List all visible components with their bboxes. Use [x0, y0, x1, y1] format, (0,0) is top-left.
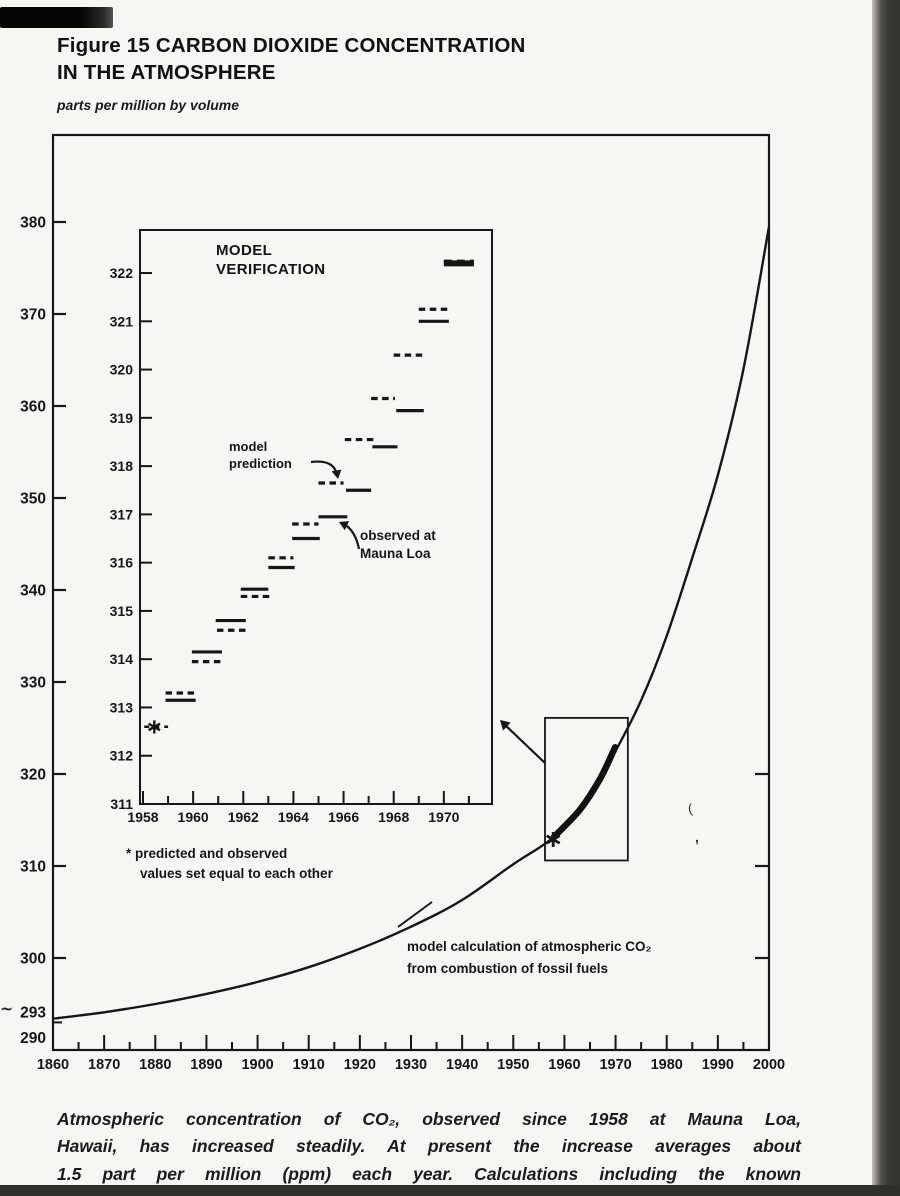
svg-text:1990: 1990: [701, 1057, 734, 1073]
model-prediction-annotation: model prediction: [229, 439, 292, 471]
caption-line1: Atmospheric concentration of CO₂, observed since 1958 at Mauna Loa,: [57, 1109, 801, 1129]
observed-mauna-loa-annotation: observed at Mauna Loa: [360, 528, 436, 561]
svg-text:316: 316: [109, 554, 133, 571]
svg-text:319: 319: [109, 409, 133, 426]
model-calc-leader-line: [398, 902, 432, 927]
svg-text:1950: 1950: [497, 1057, 530, 1073]
svg-text:315: 315: [109, 602, 133, 619]
svg-text:1970: 1970: [599, 1057, 632, 1073]
svg-text:1966: 1966: [327, 809, 360, 825]
scan-artifact-squiggle: ∼: [0, 1001, 14, 1018]
y-axis-unit-label: parts per million by volume: [57, 97, 240, 113]
svg-text:322: 322: [109, 265, 133, 282]
svg-text:1900: 1900: [241, 1057, 274, 1073]
inset-asterisk-marker: [145, 715, 163, 738]
svg-text:321: 321: [109, 313, 133, 330]
main-x-axis-ticks: [37, 1035, 785, 1073]
svg-text:340: 340: [20, 582, 46, 600]
svg-text:1968: 1968: [378, 809, 410, 825]
caption-line2: Hawaii, has increased steadily. At present the increase averages about: [57, 1136, 801, 1157]
svg-text:313: 313: [109, 699, 133, 716]
svg-text:1880: 1880: [139, 1057, 172, 1073]
svg-text:350: 350: [20, 490, 46, 508]
svg-text:1940: 1940: [446, 1057, 479, 1073]
figure-caption: [57, 1109, 801, 1191]
scan-artifact-bottom-band: [0, 1185, 900, 1196]
scan-artifact-right-band: [872, 0, 900, 1196]
svg-text:317: 317: [109, 506, 133, 523]
inset-title-line1: MODEL: [216, 242, 273, 259]
svg-text:293: 293: [20, 1004, 46, 1022]
svg-text:1920: 1920: [343, 1057, 376, 1073]
caption-line3: 1.5 part per million (ppm) each year. Calculations including the known: [57, 1163, 801, 1184]
svg-text:1860: 1860: [36, 1057, 70, 1073]
svg-text:1870: 1870: [88, 1057, 121, 1073]
inset-title-line2: VERIFICATION: [216, 261, 326, 278]
svg-text:1962: 1962: [227, 809, 259, 825]
svg-text:330: 330: [20, 674, 46, 692]
main-asterisk-marker: [543, 826, 563, 853]
svg-text:370: 370: [20, 306, 46, 324]
asterisk-footnote-line2: values set equal to each other: [140, 866, 333, 881]
svg-text:320: 320: [109, 361, 133, 378]
svg-text:311: 311: [110, 796, 133, 812]
figure-title-line2: IN THE ATMOSPHERE: [57, 60, 276, 84]
svg-text:∗: ∗: [145, 715, 164, 739]
zoom-box-to-inset-arrow: [500, 720, 545, 763]
svg-text:318: 318: [109, 458, 133, 475]
svg-text:320: 320: [20, 766, 46, 784]
svg-text:380: 380: [20, 214, 46, 232]
figure-title-line1: Figure 15 CARBON DIOXIDE CONCENTRATION: [57, 34, 526, 57]
svg-text:1960: 1960: [177, 809, 209, 825]
svg-text:1910: 1910: [292, 1057, 325, 1073]
svg-text:∗: ∗: [543, 825, 564, 853]
svg-text:1964: 1964: [277, 809, 309, 825]
scan-artifact-mark-1: (: [686, 800, 694, 817]
svg-text:1958: 1958: [127, 809, 159, 825]
svg-text:300: 300: [20, 950, 46, 968]
svg-text:2000: 2000: [752, 1057, 786, 1073]
svg-text:314: 314: [109, 651, 133, 668]
scan-artifact-mark-2: ,: [695, 829, 699, 845]
asterisk-footnote-line1: * predicted and observed: [126, 846, 288, 861]
svg-text:310: 310: [20, 858, 46, 876]
svg-text:1970: 1970: [428, 809, 460, 825]
svg-text:1930: 1930: [394, 1057, 428, 1073]
svg-text:290: 290: [20, 1030, 46, 1047]
svg-text:1980: 1980: [650, 1057, 683, 1073]
svg-text:1960: 1960: [548, 1057, 581, 1073]
model-calculation-annotation: model calculation of atmospheric CO₂ from combustion of fossil fuels: [407, 939, 652, 976]
svg-text:312: 312: [109, 747, 133, 764]
observed-thick-segment: [554, 747, 615, 836]
inset-background: [140, 230, 492, 804]
svg-text:360: 360: [20, 398, 46, 416]
inset-chart-title: [216, 241, 326, 279]
svg-text:1890: 1890: [190, 1057, 223, 1073]
